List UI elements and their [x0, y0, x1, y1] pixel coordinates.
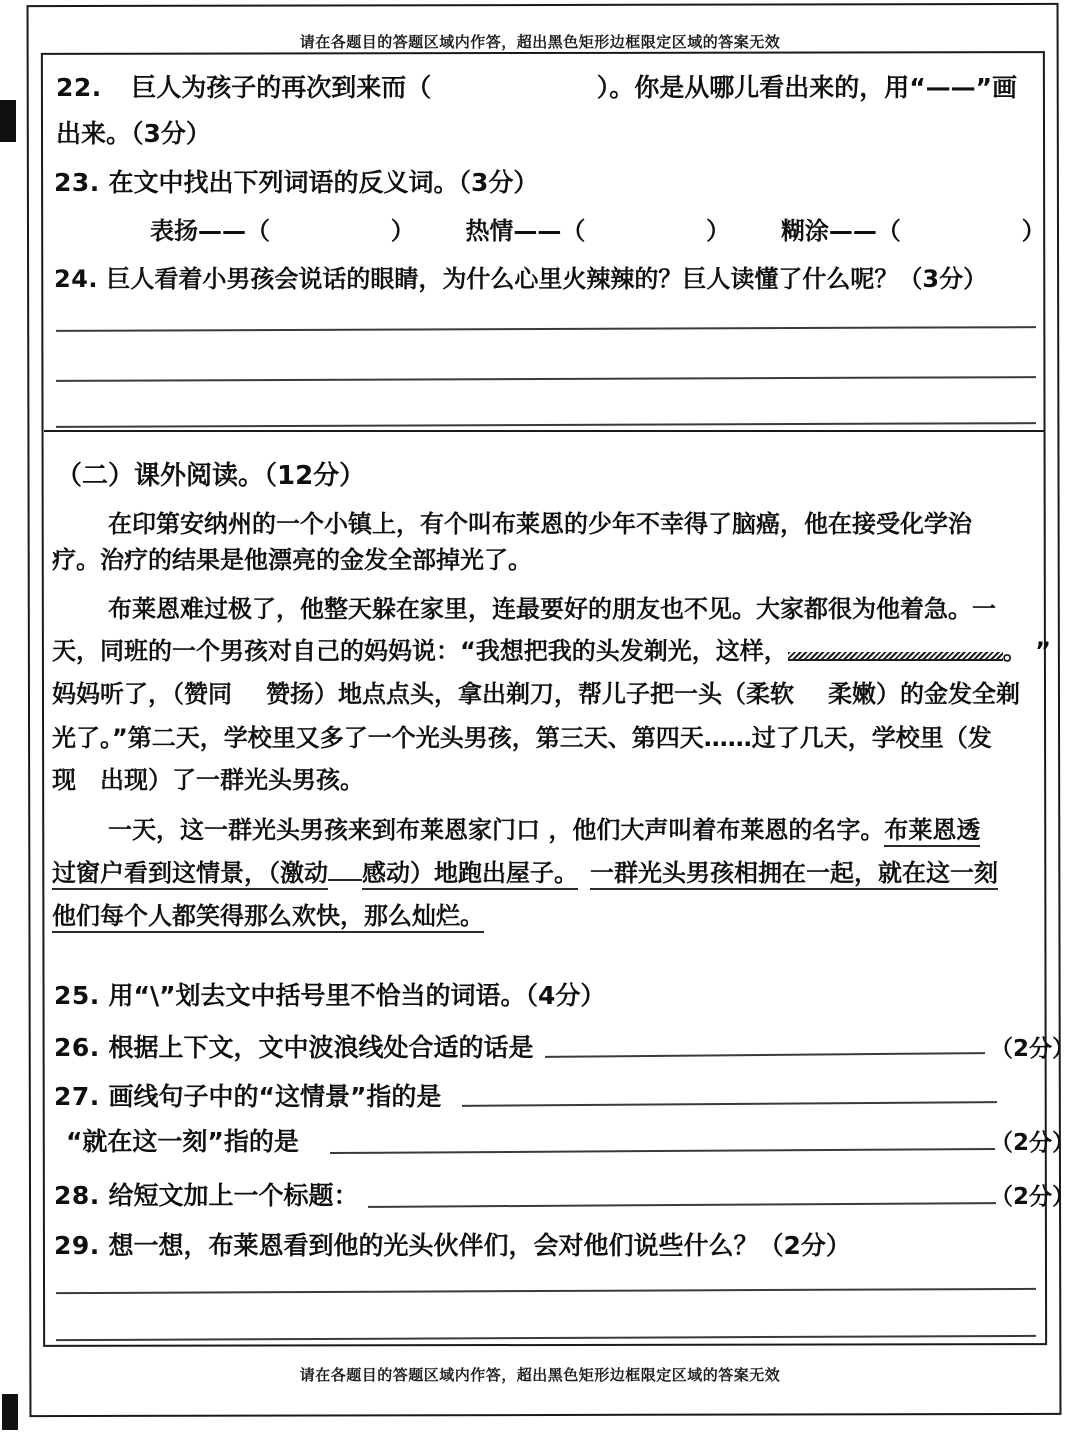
passage-underline-1: 布莱恩透 [884, 816, 980, 847]
question-24-answer-line-3[interactable] [56, 422, 1036, 428]
word-choice-8[interactable]: 感动） [362, 859, 434, 890]
question-24-number: 24. [54, 265, 99, 293]
question-28-answer-line[interactable] [368, 1202, 996, 1208]
passage-p2-line2 [52, 631, 1051, 666]
passage-p2-line5 [52, 760, 364, 795]
passage-p2-l3-b: 地点点头，拿出剃刀，帮儿子把一头 [338, 680, 722, 708]
question-22-line2: 出来。（3分） [56, 119, 211, 148]
question-27-answer-line-2[interactable] [330, 1148, 995, 1154]
antonym-pair-3-close: ） [1021, 217, 1046, 245]
antonym-pair-1-close: ） [390, 217, 415, 245]
question-24-answer-line-2[interactable] [56, 376, 1036, 382]
footer-note: 请在各题目的答题区域内作答，超出黑色矩形边框限定区域的答案无效 [299, 1366, 781, 1384]
question-27-answer-line-1[interactable] [462, 1101, 997, 1107]
passage-p2-line4 [52, 718, 992, 753]
question-27-line2: “就在这一刻”指的是 [66, 1127, 299, 1156]
question-28-text: 给短文加上一个标题： [108, 1181, 359, 1210]
question-27-line1 [54, 1077, 441, 1113]
section-two-heading: （二）课外阅读。（12分） [56, 461, 366, 491]
passage-p3-line3 [52, 896, 484, 931]
question-28-number: 28. [54, 1181, 100, 1210]
passage-p1-line1: 在印第安纳州的一个小镇上，有个叫布莱恩的少年不幸得了脑癌，他在接受化学治 [108, 510, 972, 538]
question-24-text: 巨人看着小男孩会说话的眼睛，为什么心里火辣辣的？巨人读懂了什么呢？（3分） [106, 265, 988, 293]
question-22-line1 [56, 68, 1017, 104]
question-22-text-b: ）。你是从哪儿看出来的，用“——”画 [596, 73, 1018, 102]
wavy-underline-blank[interactable] [788, 639, 1003, 663]
word-choice-3[interactable]: （柔软 [722, 680, 794, 708]
question-29-answer-line-2[interactable] [56, 1335, 1036, 1341]
question-23-stem [54, 163, 538, 199]
question-29 [54, 1226, 851, 1262]
question-26 [54, 1028, 534, 1064]
question-24-answer-line-1[interactable] [56, 326, 1036, 332]
antonym-pair-2-close: ） [706, 217, 731, 245]
passage-p3-line2 [52, 853, 998, 888]
passage-p2-line3 [52, 674, 1020, 709]
passage-underline-2c: 一群光头男孩相拥在一起，就在这一刻 [590, 859, 998, 890]
antonym-pair-3-word: 糊涂——（ [780, 217, 901, 245]
passage-p2-line2-tail: 。 ” [1002, 637, 1051, 665]
question-26-text: 根据上下文，文中波浪线处合适的话是 [108, 1033, 534, 1062]
passage-p2-line2-text: 天，同班的一个男孩对自己的妈妈说：“我想把我的头发剃光，这样， [52, 637, 788, 665]
question-23-text: 在文中找出下列词语的反义词。（3分） [108, 168, 539, 197]
word-choice-5[interactable]: （发 [943, 724, 992, 752]
antonym-pair-1-word: 表扬——（ [150, 217, 270, 245]
passage-underline-2b: 地跑出屋子。 [434, 859, 578, 890]
question-26-score: （2分） [990, 1036, 1076, 1062]
question-24-stem [54, 259, 987, 294]
question-25 [54, 976, 605, 1012]
question-27-score: （2分） [990, 1130, 1076, 1156]
question-23-number: 23. [54, 168, 100, 197]
word-choice-1[interactable]: （赞同 [172, 680, 232, 708]
passage-p2-line1: 布莱恩难过极了，他整天躲在家里，连最要好的朋友也不见。大家都很为他着急。一 [108, 595, 996, 623]
question-28 [54, 1176, 359, 1212]
question-22-text-a: 巨人为孩子的再次到来而（ [131, 73, 432, 102]
question-29-answer-line-1[interactable] [56, 1288, 1036, 1294]
passage-underline-2a: 过窗户看到这情景， [52, 859, 268, 890]
word-choice-2[interactable]: 赞扬） [266, 680, 338, 708]
question-27-number: 27. [54, 1082, 100, 1111]
question-26-number: 26. [54, 1033, 100, 1062]
passage-p3-line1 [56, 810, 980, 845]
word-choice-6[interactable]: 现 出现） [52, 766, 172, 794]
question-25-text: 用“\”划去文中括号里不恰当的词语。（4分） [108, 981, 606, 1010]
passage-p1-line2: 疗。治疗的结果是他漂亮的金发全部掉光了。 [52, 546, 532, 574]
question-28-score: （2分） [990, 1184, 1076, 1210]
antonym-pair-2-word: 热情——（ [465, 217, 586, 245]
question-26-answer-line[interactable] [545, 1052, 985, 1058]
word-choice-7[interactable]: （激动 [268, 859, 328, 890]
header-note: 请在各题目的答题区域内作答，超出黑色矩形边框限定区域的答案无效 [299, 33, 781, 51]
passage-p2-l4-a: 光了。”第二天，学校里又多了一个光头男孩，第三天、第四天……过了几天，学校里 [52, 724, 944, 752]
word-choice-4[interactable]: 柔嫩） [828, 680, 900, 708]
question-25-number: 25. [54, 981, 100, 1010]
passage-p2-l3-c: 的金发全剃 [900, 680, 1020, 708]
question-27-text-a: 画线句子中的“这情景”指的是 [108, 1082, 442, 1111]
passage-underline-3: 他们每个人都笑得那么欢快，那么灿烂。 [52, 902, 484, 933]
question-22-number: 22. [56, 73, 102, 102]
question-29-number: 29. [54, 1231, 100, 1260]
passage-p3-l1-a: 一天，这一群光头男孩来到布莱恩家门口 ，他们大声叫着布莱恩的名字。 [108, 816, 885, 844]
question-23-pairs [150, 211, 1046, 246]
passage-p2-l3-a: 妈妈听了， [52, 680, 172, 708]
question-29-text: 想一想，布莱恩看到他的光头伙伴们，会对他们说些什么？（2分） [108, 1231, 851, 1260]
passage-p2-l5-b: 了一群光头男孩。 [172, 766, 364, 794]
